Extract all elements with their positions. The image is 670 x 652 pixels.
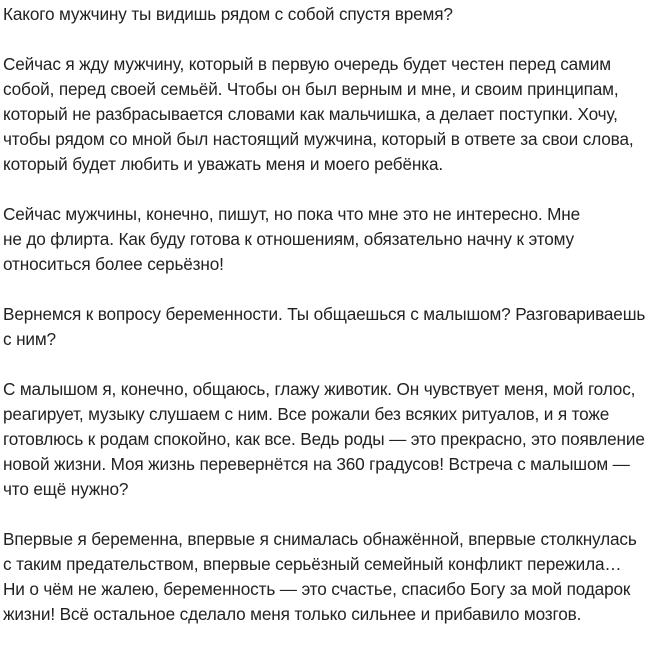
text-line: собой, перед своей семьёй. Чтобы он был верным и мне, и своим принципам, [3,79,619,99]
article-body [3,2,663,652]
text-line: не до флирта. Как буду готова к отношениям, обязательно начну к этому [3,229,574,249]
text-line: что ещё нужно? [3,479,129,499]
paragraph-question-1 [3,2,663,27]
text-line: Сейчас я жду мужчину, который в первую очередь будет честен перед самим [3,54,611,74]
text-line: который будет любить и уважать меня и моего ребёнка. [3,154,444,174]
text-line: реагирует, музыку слушаем с ним. Все рожали без всяких ритуалов, и я тоже [3,404,610,424]
text-line: С малышом я, конечно, общаюсь, глажу животик. Он чувствует меня, мой голос, [3,379,636,399]
text-line: чтобы рядом со мной был настоящий мужчина, который в ответе за свои слова, [3,129,634,149]
paragraph-question-2 [3,302,663,352]
text-line: новой жизни. Моя жизнь перевернётся на 360 градусов! Встреча с малышом — [3,454,630,474]
text-line: Впервые я беременна, впервые я снималась обнажённой, впервые столкнулась [3,529,637,549]
paragraph-answer-4 [3,527,663,627]
text-line: Ни о чём не жалею, беременность — это счастье, спасибо Богу за мой подарок [3,579,631,599]
paragraph-answer-3 [3,377,663,502]
text-line: Какого мужчину ты видишь рядом с собой спустя время? [3,4,453,24]
text-line: с таким предательством, впервые серьёзный семейный конфликт пережила… [3,554,622,574]
text-line: жизни! Всё остальное сделало меня только сильнее и прибавило мозгов. [3,604,582,624]
paragraph-answer-1 [3,52,663,177]
text-line: готовлюсь к родам спокойно, как все. Ведь роды — это прекрасно, это появление [3,429,645,449]
text-line: Сейчас мужчины, конечно, пишут, но пока что мне это не интересно. Мне [3,204,581,224]
text-line: который не разбрасывается словами как мальчишка, а делает поступки. Хочу, [3,104,618,124]
text-line: с ним? [3,329,56,349]
paragraph-answer-2 [3,202,663,277]
text-line: относиться более серьёзно! [3,254,224,274]
text-line: Вернемся к вопросу беременности. Ты общаешься с малышом? Разговариваешь [3,304,646,324]
